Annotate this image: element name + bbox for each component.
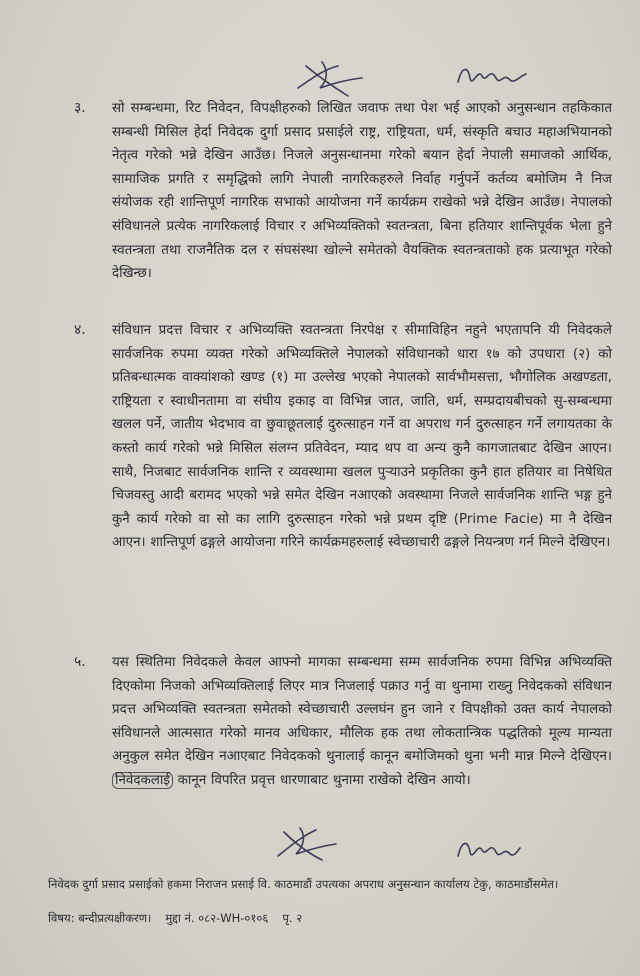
paragraph-5-tail: कानून विपरित प्रवृत्त धारणाबाट थुनामा राखेको देखिन आयो। [177,772,471,788]
paragraph-5 [112,651,612,793]
footer-case-number: मुद्दा नं. ०८२-WH-०१०६ [165,911,269,925]
signature-bottom-left-icon [272,822,342,868]
footer-page-number: पृ. २ [282,911,303,925]
footer-subject: विषय: बन्दीप्रत्यक्षीकरण। [48,911,152,925]
signature-top-left-icon [292,58,372,102]
paragraph-number: ५. [74,654,86,670]
paragraph-number: ३. [74,100,86,116]
highlighted-word: निवेदकलाई [112,772,173,789]
paragraph-3-text: सो सम्बन्धमा, रिट निवेदन, विपक्षीहरुको लिखित जवाफ तथा पेश भई आएको अनुसन्धान तहकिकात सम्बन्धी मिसिल हेर्दा निवेदक दुर्गा प्रसाद प्रसाईले राष्ट्र, राष्ट्रियता, धर्म, संस्कृति बचाउ महाअभियानको नेतृत्व गरेको भन्ने देखिन आउँछ। निजले अनुसन्धानमा गरेको बयान हेर्दा नेपाली समाजको आर्थिक, सामाजिक प्रगति र समृद्धिको लागि नेपाली नागरिकहरुले निर्वाह गर्नुपर्ने कर्तव्य बमोजिम नै निज संयोजक रही शान्तिपूर्ण नागरिक सभाको आयोजना गर्ने कार्यक्रम राखेको भन्ने देखिन आउँछ। नेपालको संविधानले प्रत्येक नागरिकलाई विचार र अभिव्यक्तिको स्वतन्त्रता, बिना हतियार शान्तिपूर्वक भेला हुने स्वतन्त्रता तथा राजनैतिक दल र संघसंस्था खोल्ने समेतको वैयक्तिक स्वतन्त्रताको हक प्रत्याभूत गरेको देखिन्छ। [112,101,612,282]
paragraph-4-text: संविधान प्रदत्त विचार र अभिव्यक्ति स्वतन्त्रता निरपेक्ष र सीमाविहिन नहुने भएतापनि यी निवेदकले सार्वजनिक रुपमा व्यक्त गरेको अभिव्यक्तिले नेपालको संविधानको धारा १७ को उपधारा (२) को प्रतिबन्धात्मक वाक्यांशको खण्ड (१) मा उल्लेख भएको नेपालको सार्वभौमसत्ता, भौगोलिक अखण्डता, राष्ट्रियता र स्वाधीनतामा वा संघीय इकाइ वा विभिन्न जात, जाति, धर्म, सम्प्रदायबीचको सु-सम्बन्धमा खलल पर्ने, जातीय भेदभाव वा छुवाछूतलाई दुरुत्साहन गर्ने वा अपराध गर्न दुरुत्साहन गर्ने लगायतका के कस्तो कार्य गरेको भन्ने मिसिल संलग्न प्रतिवेदन, म्याद थप वा अन्य कुनै कागजातबाट देखिन आएन। साथै, निजबाट सार्वजनिक शान्ति र व्यवस्थामा खलल पुऱ्याउने प्रकृतिका कुनै हात हतियार वा निषेधित चिजवस्तु आदी बरामद भएको भन्ने समेत देखिन नआएको अवस्थामा निजले सार्वजनिक शान्ति भङ्ग हुने कुनै कार्य गरेको वा सो का लागि दुरुत्साहन गरेको भन्ने प्रथम दृष्टि (Prime Facie) मा नै देखिन आएन। शान्तिपूर्ण ढङ्गले आयोजना गरिने कार्यक्रमहरुलाई स्वेच्छाचारी ढङ्गले नियन्त्रण गर्न मिल्ने देखिएन। [112,323,612,551]
signature-top-right-icon [452,60,532,94]
signature-bottom-right-icon [452,832,522,868]
paragraph-5-text: यस स्थितिमा निवेदकले केवल आफ्नो मागका सम्बन्धमा सम्म सार्वजनिक रुपमा विभिन्न अभिव्यक्ति दिएकोमा निजको अभिव्यक्तिलाई लिएर मात्र निजलाई पक्राउ गर्नु वा थुनामा राख्नु निवेदकको संविधान प्रदत्त अभिव्यक्ति स्वतन्त्रता समेतको स्वेच्छाचारी उल्लघंन हुन जाने र विपक्षीको उक्त कार्य नेपालको संविधानले आत्मसात गरेको मानव अधिकार, मौलिक हक तथा लोकतान्त्रिक पद्धतिको मूल्य मान्यता अनुकुल समेत देखिन नआएबाट निवेदकको थुनालाई कानून बमोजिमको थुना भनी मान्न मिल्ने देखिएन। [112,655,612,765]
footer-meta [48,910,620,927]
paragraph-number: ४. [74,322,86,338]
footer-case-title: निवेदक दुर्गा प्रसाद प्रसाईको हकमा निराजन प्रसाई वि. काठमाडौं उपत्यका अपराध अनुसन्धान कार्यालय टेकु, काठमाडौंसमेत। [48,877,559,891]
